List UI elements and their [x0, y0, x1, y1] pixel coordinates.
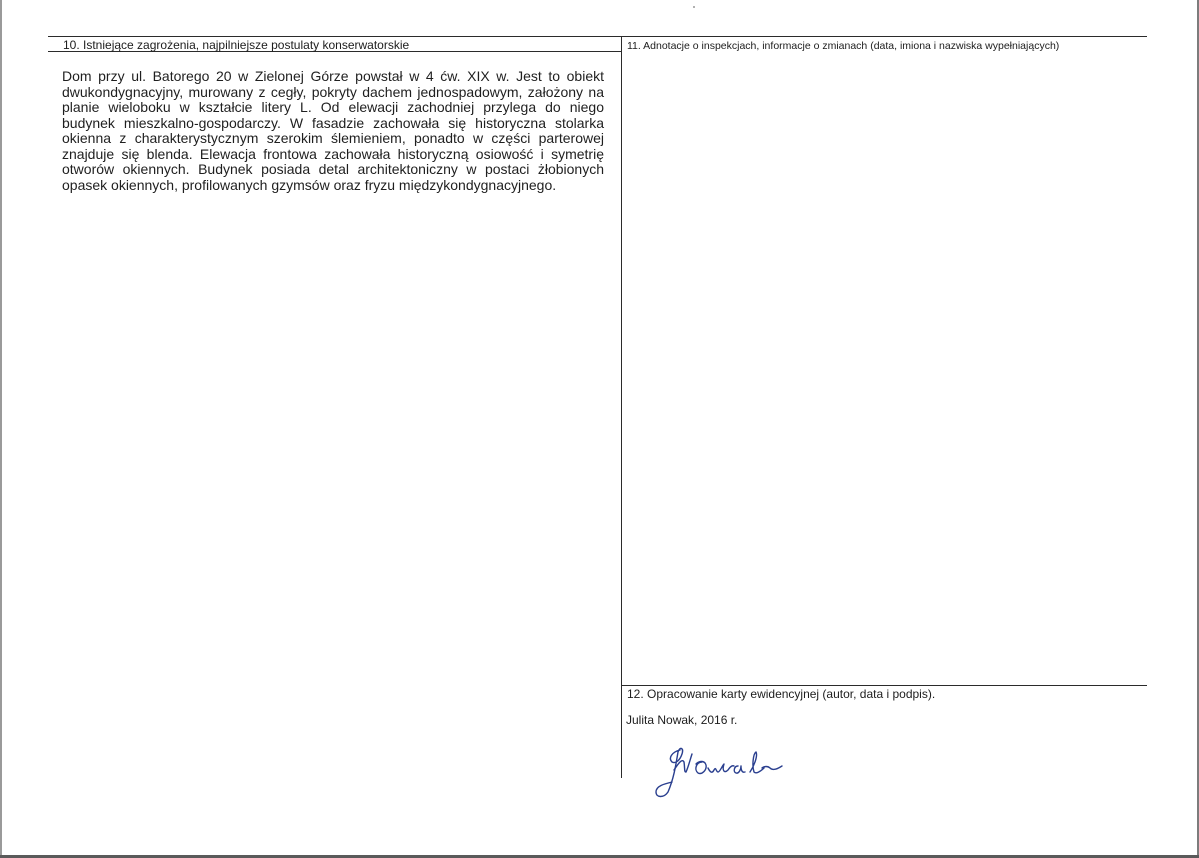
- scan-edge-left: [0, 0, 2, 858]
- signature-image: [650, 742, 800, 802]
- section12-top-rule: [621, 685, 1147, 686]
- section12-heading: 12. Opracowanie karty ewidencyjnej (autor, data i podpis).: [627, 687, 936, 701]
- section10-body-text: Dom przy ul. Batorego 20 w Zielonej Górze powstał w 4 ćw. XIX w. Jest to obiekt dwukondygnacyjny, murowany z cegły, pokryty dachem jednospadowym, założony na planie wieloboku w kształcie litery L. Od elewacji zachodniej przylega do niego budynek mieszkalno-gospodarczy. W fasadzie zachowała się historyczna stolarka okienna z charakterystycznym szerokim ślemieniem, ponadto w części parterowej znajduje się blenda. Elewacja frontowa zachowała historyczną osiowość i symetrię otworów okiennych. Budynek posiada detal architektoniczny w postaci żłobionych opasek okiennych, profilowanych gzymsów oraz fryzu międzykondygnacyjnego.: [62, 68, 604, 193]
- section10-heading: 10. Istniejące zagrożenia, najpilniejsze postulaty konserwatorskie: [63, 38, 410, 52]
- scan-speck: [693, 6, 695, 8]
- card-author: Julita Nowak, 2016 r.: [626, 713, 738, 727]
- column-divider: [621, 36, 622, 778]
- table-top-border: [48, 36, 1147, 37]
- section11-heading: 11. Adnotacje o inspekcjach, informacje o zmianach (data, imiona i nazwiska wypełniających): [627, 40, 1060, 52]
